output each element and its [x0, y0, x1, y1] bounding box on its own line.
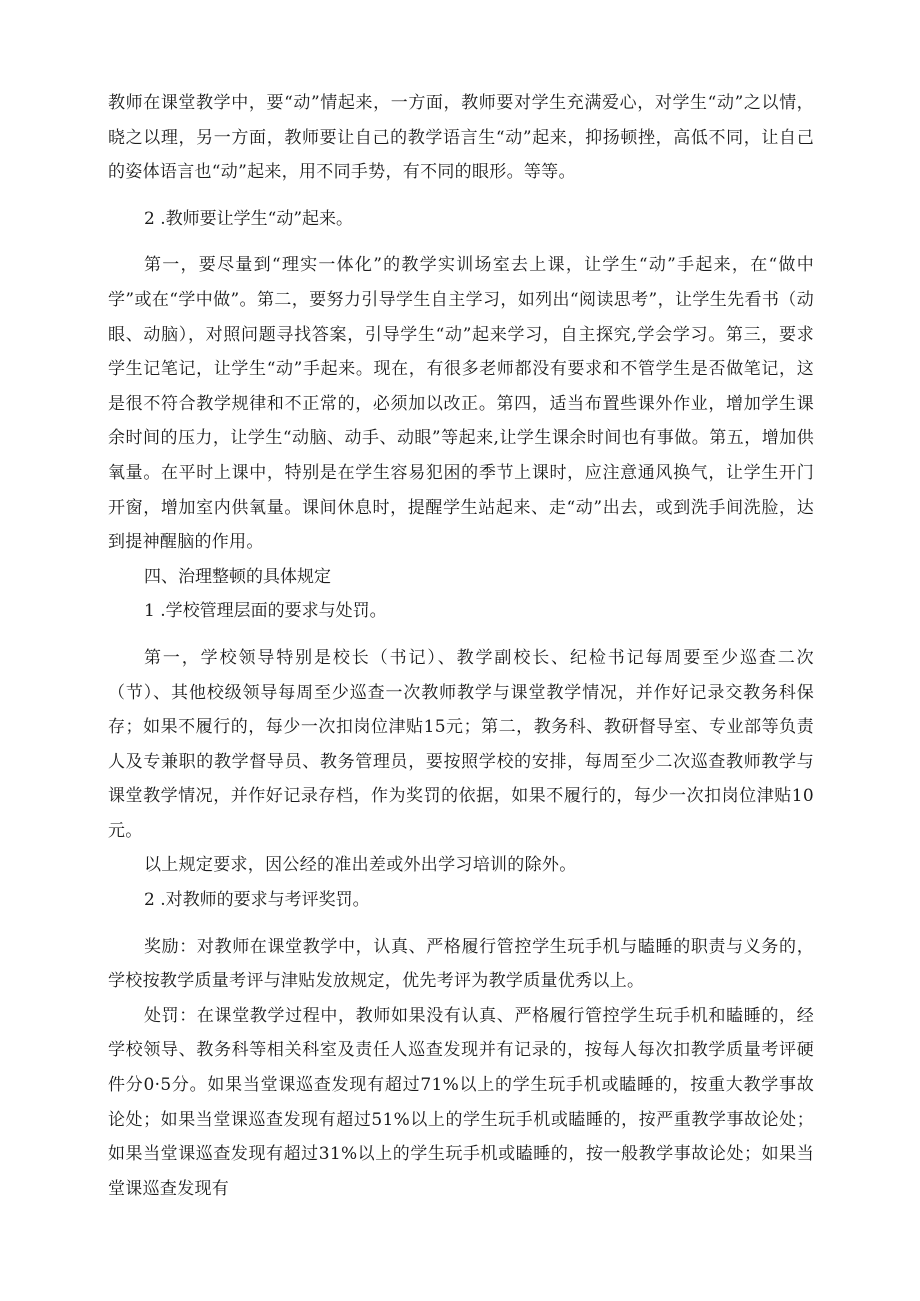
paragraph-teacher-emotion: 教师在课堂教学中，要“动”情起来，一方面，教师要对学生充满爱心，对学生“动”之以情，晓之以理，另一方面，教师要让自己的教学语言生“动”起来，抑扬顿挫，高低不同，让自己的姿体语言也“动”起来，用不同手势，有不同的眼形。等等。: [108, 93, 814, 183]
heading-students-move: 2 .教师要让学生“动”起来。: [144, 208, 354, 229]
paragraph-reward: 奖励：对教师在课堂教学中，认真、严格履行管控学生玩手机与瞌睡的职责与义务的，学校按教学质量考评与津贴发放规定，优先考评为教学质量优秀以上。: [108, 936, 814, 992]
paragraph-management-inspection: 第一，学校领导特别是校长（书记）、教学副校长、纪检书记每周要至少巡查二次（节）、其他校级领导每周至少巡查一次教师教学与课堂教学情况，并作好记录交教务科保存；如果不履行的，每少一次扣岗位津贴15元；第二，教务科、教研督导室、专业部等负责人及专兼职的教学督导员、教务管理员，要按照学校的安排，每周至少二次巡查教师教学与课堂教学情况，并作好记录存档，作为奖罚的依据，如果不履行的，每少一次扣岗位津贴10元。: [108, 647, 814, 841]
paragraph-exception-note: 以上规定要求，因公经的准出差或外出学习培训的除外。: [144, 855, 577, 876]
document-body: [108, 86, 814, 1206]
heading-school-management: 1 .学校管理层面的要求与处罚。: [144, 601, 387, 622]
paragraph-penalty: 处罚：在课堂教学过程中，教师如果没有认真、严格履行管控学生玩手机和瞌睡的，经学校领导、教务科等相关科室及责任人巡查发现并有记录的，按每人每次扣教学质量考评硬件分0·5分。如果当堂课巡查发现有超过71%以上的学生玩手机或瞌睡的，按重大教学事故论处；如果当堂课巡查发现有超过51%以上的学生玩手机或瞌睡的，按严重教学事故论处；如果当堂课巡查发现有超过31%以上的学生玩手机或瞌睡的，按一般教学事故论处；如果当堂课巡查发现有: [108, 1005, 814, 1199]
heading-teacher-requirements: 2 .对教师的要求与考评奖罚。: [144, 890, 370, 911]
heading-section-four: 四、治理整顿的具体规定: [144, 566, 331, 587]
paragraph-student-activities: 第一，要尽量到“理实一体化”的教学实训场室去上课，让学生“动”手起来，在“做中学”或在“学中做”。第二，要努力引导学生自主学习，如列出“阅读思考”，让学生先看书（动眼、动脑），对照问题寻找答案，引导学生“动”起来学习，自主探究,学会学习。第三，要求学生记笔记，让学生“动”手起来。现在，有很多老师都没有要求和不管学生是否做笔记，这是很不符合教学规律和不正常的，必须加以改正。第四，适当布置些课外作业，增加学生课余时间的压力，让学生“动脑、动手、动眼”等起来,让学生课余时间也有事做。第五，增加供氧量。在平时上课中，特别是在学生容易犯困的季节上课时，应注意通风换气，让学生开门开窗，增加室内供氧量。课间休息时，提醒学生站起来、走“动”出去，或到洗手间洗脸，达到提神醒脑的作用。: [108, 255, 814, 553]
